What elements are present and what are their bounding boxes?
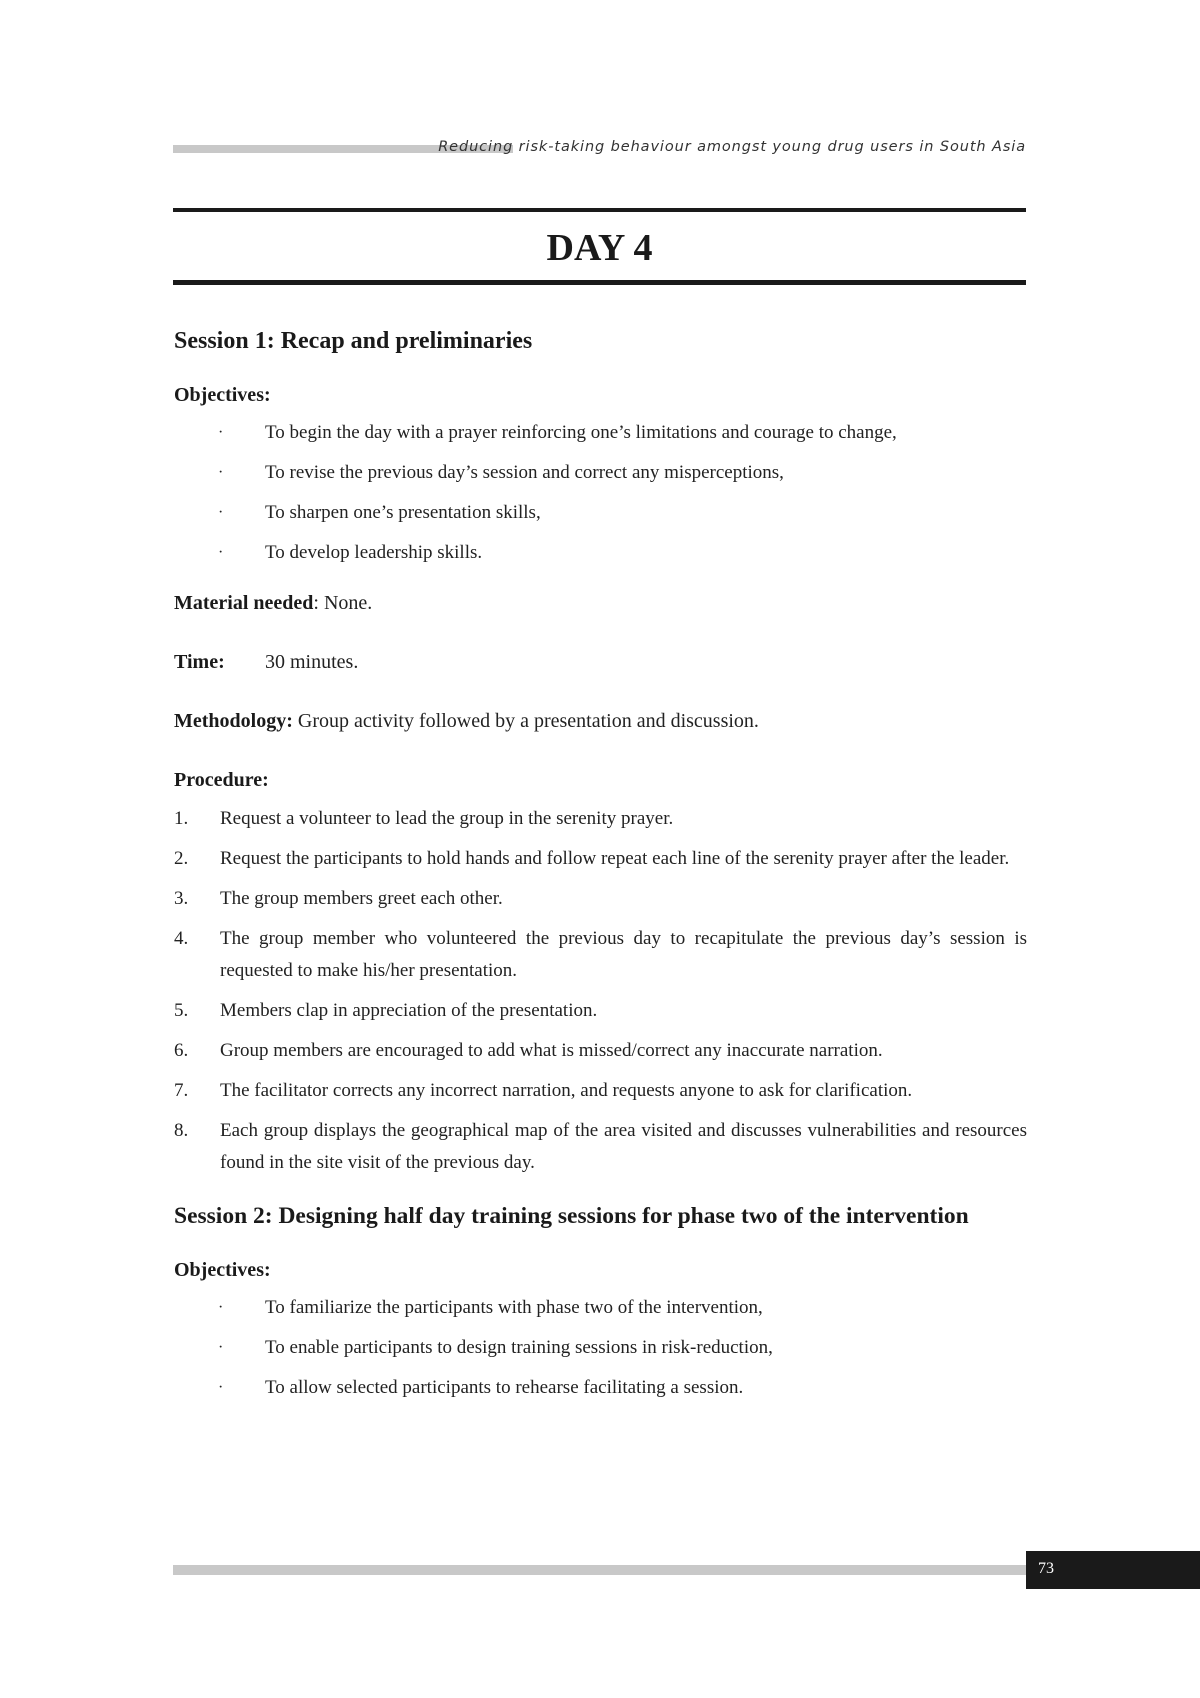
session-2-objectives-list [174,1295,1027,1415]
list-item: · To revise the previous day’s session and correct any misperceptions, [174,460,1027,500]
session-1-title: Session 1: Recap and preliminaries [174,328,533,354]
material-label: Material needed [174,592,314,614]
bullet-icon: · [218,424,224,441]
list-item: · To sharpen one’s presentation skills, [174,500,1027,540]
methodology-label: Methodology: [174,710,293,732]
procedure-list [174,803,1027,1179]
list-item: 2. Request the participants to hold hands and follow repeat each line of the serenity prayer after the leader. [174,848,1010,869]
bullet-icon: · [218,504,224,521]
methodology-line [174,708,1027,734]
day-heading-block [173,208,1026,286]
session-2-objectives-label: Objectives: [174,1259,271,1281]
list-item: 4. The group member who volunteered the previous day to recapitulate the previous day’s session is requested to make his/her presentation. [174,928,1027,981]
list-item: 8. Each group displays the geographical map of the area visited and discusses vulnerabilities and resources found in the site visit of the previous day. [174,1120,1027,1173]
page-content [174,326,1027,1415]
bottom-rule [173,280,1026,285]
list-item: 1. Request a volunteer to lead the group in the serenity prayer. [174,808,674,829]
day-title: DAY 4 [546,227,653,269]
list-item: 7. The facilitator corrects any incorrect narration, and requests anyone to ask for clarification. [174,1080,913,1101]
material-value: : None. [313,592,373,614]
list-item: · To begin the day with a prayer reinforcing one’s limitations and courage to change, [174,420,1027,460]
running-title: Reducing risk-taking behaviour amongst young drug users in South Asia [438,139,1026,155]
list-item: · To familiarize the participants with phase two of the intervention, [174,1295,1027,1335]
session-1-objectives-list [174,420,1027,580]
time-value: 30 minutes. [265,651,359,673]
footer-bar [173,1565,1026,1575]
running-header [173,140,1026,156]
top-rule [173,208,1026,212]
list-item: 3. The group members greet each other. [174,888,503,909]
bullet-icon: · [218,1339,224,1356]
list-item: 5. Members clap in appreciation of the presentation. [174,1000,598,1021]
bullet-icon: · [218,544,224,561]
list-item: · To develop leadership skills. [174,540,1027,580]
session-2-title: Session 2: Designing half day training sessions for phase two of the intervention [174,1203,969,1229]
page-number-box [1026,1551,1200,1589]
bullet-icon: · [218,1299,224,1316]
time-line [174,649,1027,675]
bullet-icon: · [218,464,224,481]
list-item: · To enable participants to design training sessions in risk-reduction, [174,1335,1027,1375]
bullet-icon: · [218,1379,224,1396]
procedure-label: Procedure: [174,769,269,791]
list-item: · To allow selected participants to rehearse facilitating a session. [174,1375,1027,1415]
list-item: 6. Group members are encouraged to add what is missed/correct any inaccurate narration. [174,1040,883,1061]
time-label: Time: [174,651,225,673]
page-number: 73 [1038,1560,1054,1577]
material-needed-line [174,590,1027,616]
methodology-value: Group activity followed by a presentation and discussion. [292,710,759,732]
session-1-objectives-label: Objectives: [174,384,271,406]
